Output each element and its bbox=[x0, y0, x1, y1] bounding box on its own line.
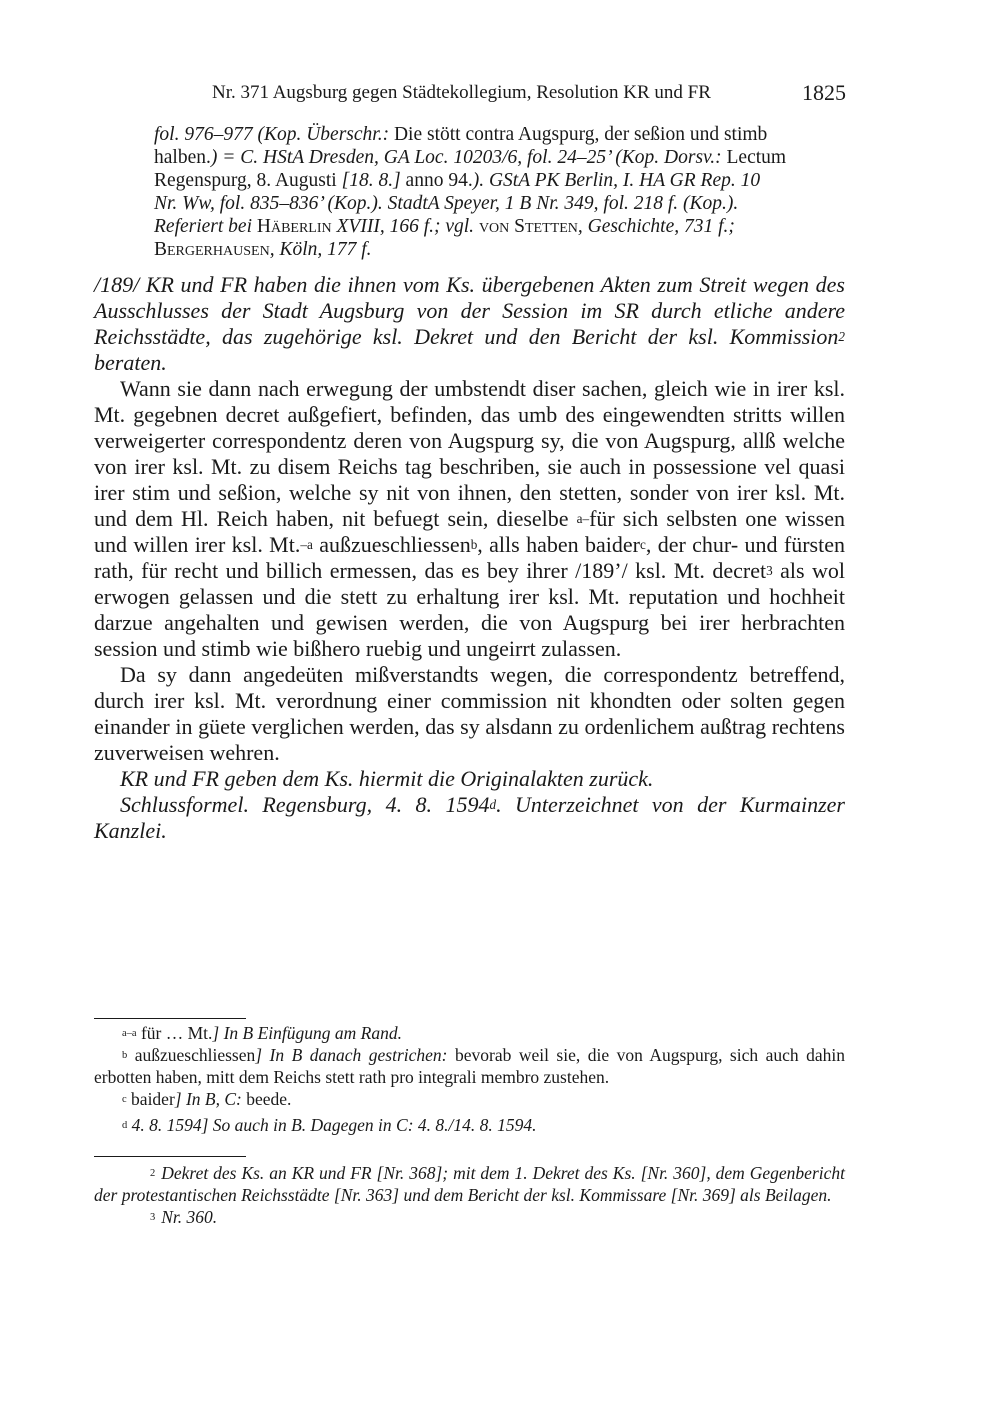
apparatus-note: ] In B, C: bbox=[174, 1089, 242, 1109]
footnote-ref[interactable]: 3 bbox=[766, 562, 773, 578]
source-line bbox=[154, 169, 845, 192]
author-name: Bergerhausen bbox=[154, 239, 270, 260]
source-text: ). GStA PK Berlin, I. HA GR Rep. 10 bbox=[472, 170, 761, 191]
paragraph-text: , der chur- und fürsten rath, für recht und billich ermessen, das es bey ihrer /189’/ ksl. Mt. decret bbox=[94, 532, 845, 583]
main-text bbox=[94, 272, 845, 844]
source-text: Lectum bbox=[721, 147, 787, 168]
running-head bbox=[212, 78, 846, 108]
author-name: Häberlin bbox=[256, 216, 332, 237]
author-name: von Stetten bbox=[478, 216, 578, 237]
footnote-divider bbox=[94, 1156, 246, 1157]
source-text: ) = C. HStA Dresden, GA Loc. 10203/6, fol. 24–25’ (Kop. Dorsv.: bbox=[210, 147, 722, 168]
editorial-note: KR und FR geben dem Ks. hiermit die Originalakten zurück. bbox=[120, 766, 654, 791]
source-line bbox=[154, 215, 845, 238]
source-text: [18. 8.] bbox=[341, 170, 401, 191]
paragraph-text: außzueschliessen bbox=[312, 532, 471, 557]
apparatus-text: beede. bbox=[241, 1089, 292, 1109]
editorial-summary bbox=[94, 272, 845, 376]
footnote-ref[interactable]: 2 bbox=[838, 328, 845, 344]
source-text: fol. 976–977 (Kop. Überschr.: bbox=[154, 124, 390, 145]
source-citation bbox=[154, 123, 845, 261]
footnote-text: Dekret des Ks. an KR und FR [Nr. 368]; mit dem 1. Dekret des Ks. [Nr. 360], dem Gegenbericht der protestantischen Reichsstädte [Nr. 363] und dem Bericht der ksl. Kommissare [Nr. 369] als Beilagen. bbox=[94, 1163, 845, 1205]
apparatus-note: ] In B danach gestrichen: bbox=[255, 1045, 448, 1065]
apparatus-ref[interactable]: c bbox=[639, 536, 646, 552]
footnote-text: Nr. 360. bbox=[161, 1207, 218, 1227]
apparatus-mark: a–a bbox=[122, 1028, 137, 1040]
apparatus-mark: c bbox=[122, 1094, 127, 1106]
source-text: halben. bbox=[154, 147, 211, 168]
source-line bbox=[154, 238, 845, 261]
source-text: XVIII, 166 f.; vgl. bbox=[331, 216, 479, 237]
source-text: Nr. Ww, fol. 835–836’ (Kop.). StadtA Speyer, 1 B Nr. 349, fol. 218 f. (Kop.). bbox=[154, 193, 739, 214]
apparatus-mark: d bbox=[122, 1120, 128, 1132]
paragraph bbox=[94, 376, 845, 662]
editorial-note bbox=[94, 792, 845, 844]
apparatus-lemma: baider bbox=[126, 1089, 175, 1109]
source-text: Regenspurg, 8. Augusti bbox=[154, 170, 342, 191]
paragraph: Da sy dann angedeüten mißverstandts wegen, die correspondentz betreffend, durch irer ksl. Mt. verordnung einer commission nit khondten oder solten gegen einander in güete verglichen werden, das sy alsdann zu ordenlichem außtrag rechtens zuverweisen wehren. bbox=[94, 662, 845, 765]
apparatus-ref[interactable]: –a bbox=[300, 536, 313, 552]
apparatus-entry bbox=[94, 1114, 845, 1136]
apparatus-entry bbox=[94, 1022, 845, 1044]
apparatus-divider bbox=[94, 1018, 246, 1019]
paragraph-text: Wann sie dann nach erwegung der umbstendt diser sachen, gleich wie in irer ksl. Mt. gegebnen decret außgefiert, befinden, das umb des eingewendten stritts willen verweigerter correspondentz deren von Augspurg sy, die von Augspurg, allß welche von irer ksl. Mt. zu disem Reichs tag beschriben, sie auch in possessione vel quasi irer stim und seßion, welche sy nit von ihnen, den stetten, sonder von irer ksl. Mt. und dem Hl. Reich haben, nit befuegt sein, dieselbe bbox=[94, 376, 845, 531]
apparatus-lemma: für … Mt. bbox=[136, 1023, 213, 1043]
apparatus-note: 4. 8. 1594] So auch in B. Dagegen in C: 4. 8./14. 8. 1594. bbox=[127, 1115, 537, 1135]
source-text: anno 94. bbox=[400, 170, 473, 191]
footnotes bbox=[94, 1162, 845, 1228]
footnote: $^3$ Nr. 360. bbox=[150, 1207, 218, 1227]
source-text: Referiert bei bbox=[154, 216, 257, 237]
source-line bbox=[154, 146, 845, 169]
apparatus-ref[interactable]: d bbox=[489, 796, 497, 812]
closing-text: Schlussformel. Regensburg, 4. 8. 1594 bbox=[120, 792, 490, 817]
closing-text: . Unterzeichnet von der Kurmainzer Kanzlei. bbox=[94, 792, 845, 843]
page-number: 1825 bbox=[802, 80, 846, 105]
apparatus-text: bevorab weil sie, die von Augspurg, sich auch dahin erbotten haben, mitt dem Reichs stett rath pro integrali membro zustehen. bbox=[94, 1045, 845, 1087]
text-apparatus bbox=[94, 1022, 845, 1136]
apparatus-entry bbox=[94, 1088, 845, 1110]
apparatus-entry bbox=[94, 1044, 845, 1088]
source-line bbox=[154, 123, 845, 146]
paragraph-text: für sich selbsten one wissen und willen irer ksl. Mt. bbox=[94, 506, 846, 557]
apparatus-lemma: außzueschliessen bbox=[127, 1045, 256, 1065]
apparatus-note: ] In B Einfügung am Rand. bbox=[212, 1023, 402, 1043]
paragraph-text: als wol erwogen gelassen und die stett zu erhaltung irer ksl. Mt. reputation und hochheit darzue angehalten und gewisen werden, die von Augspurg bei irer herbrachten session und stimb wie bißhero ruebig und ungeirrt zulassen. bbox=[94, 558, 845, 661]
source-text: Die stött contra Augspurg, der seßion und stimb bbox=[389, 124, 768, 145]
source-line bbox=[154, 192, 845, 215]
footnote: $^2$ Dekret des Ks. an KR und FR [Nr. 368]; mit dem 1. Dekret des Ks. [Nr. 360], dem Gegenbericht der protestantischen Reichsstädte [Nr. 363] und dem Bericht der ksl. Kommissare [Nr. 369] als Beilagen. bbox=[94, 1163, 845, 1205]
summary-text: beraten. bbox=[94, 350, 167, 375]
apparatus-ref[interactable]: b bbox=[470, 536, 478, 552]
paragraph-text: , alls haben baider bbox=[477, 532, 640, 557]
apparatus-ref[interactable]: a– bbox=[576, 510, 590, 526]
source-text: , Köln, 177 f. bbox=[269, 239, 372, 260]
source-text: , Geschichte, 731 f.; bbox=[577, 216, 735, 237]
running-title: Nr. 371 Augsburg gegen Städtekollegium, Resolution KR und FR bbox=[212, 82, 711, 103]
summary-text: /189/ KR und FR haben die ihnen vom Ks. übergebenen Akten zum Streit wegen des Ausschlusses der Stadt Augsburg von der Session im SR durch etliche andere Reichsstädte, das zugehörige ksl. Dekret und den Bericht der ksl. Kommission bbox=[94, 272, 845, 349]
apparatus-mark: b bbox=[122, 1050, 128, 1062]
